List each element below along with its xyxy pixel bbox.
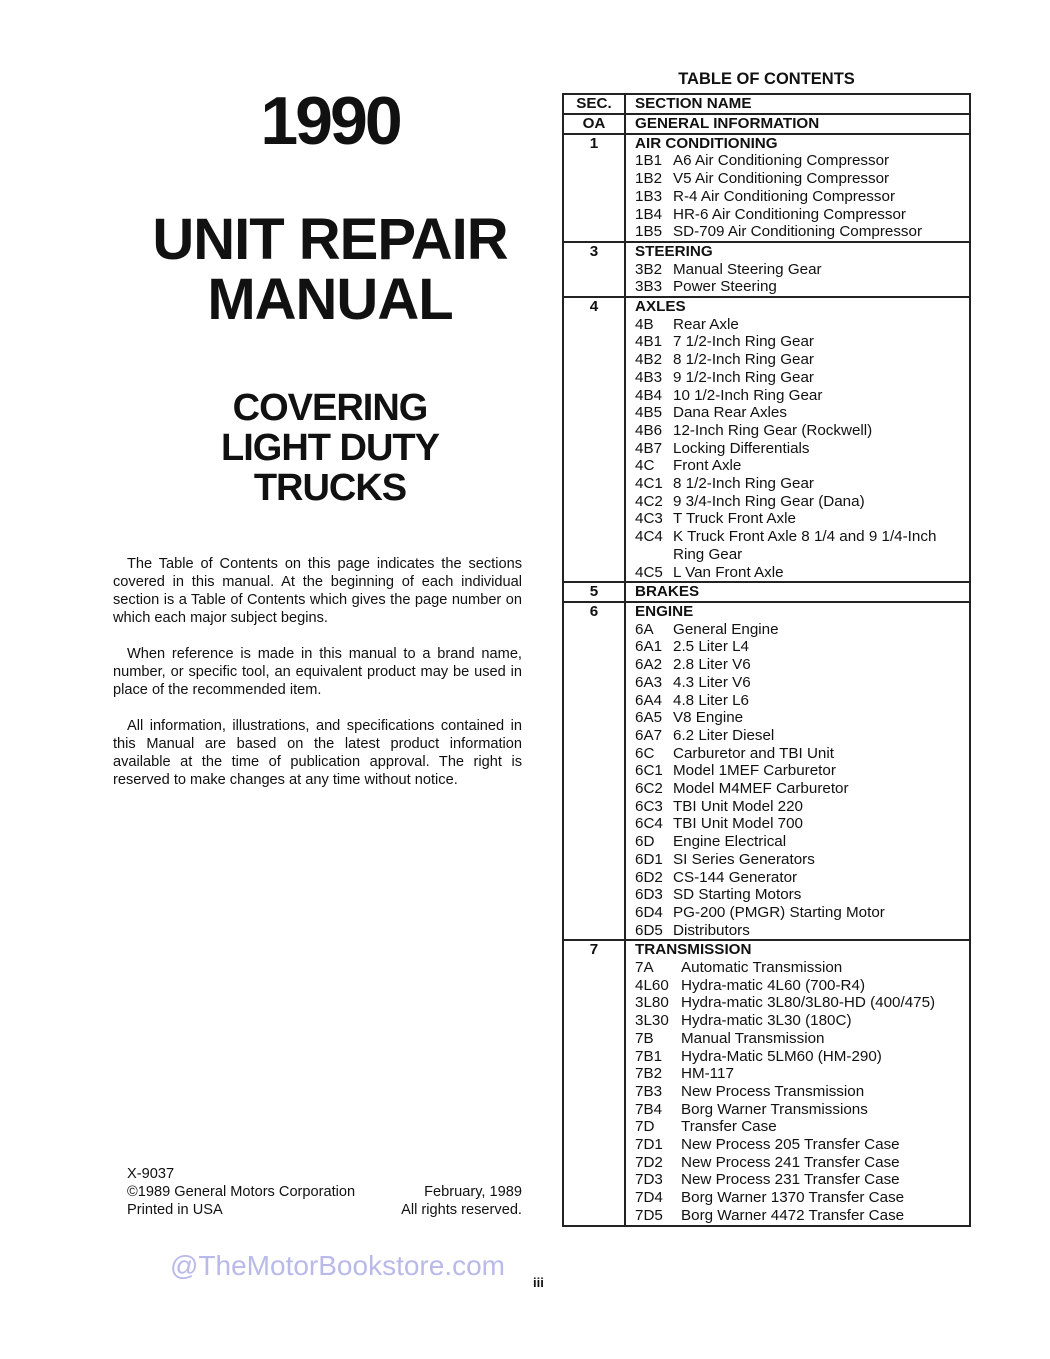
subsection-code: 1B2 [635, 170, 663, 188]
section-name: AIR CONDITIONING [635, 134, 778, 152]
subsection-item [635, 762, 969, 780]
subsection-item [635, 223, 969, 241]
section-number: 4 [563, 297, 625, 582]
subsection-code: 7D3 [635, 1171, 663, 1189]
subsection-item [635, 1171, 969, 1189]
subsection-name: SD-709 Air Conditioning Compressor [673, 223, 923, 241]
section-cell [625, 242, 970, 297]
subsection-name: HR-6 Air Conditioning Compressor [673, 205, 906, 223]
subsection-code: 3B3 [635, 278, 663, 296]
subsection-name: 8 1/2-Inch Ring Gear [673, 475, 814, 493]
subsection-code: 7D2 [635, 1153, 663, 1171]
subsection-item [635, 798, 969, 816]
section-name: TRANSMISSION [635, 941, 752, 959]
subsection-name: 2.5 Liter L4 [673, 638, 749, 656]
section-cell [625, 114, 970, 134]
subsection-item [635, 170, 969, 188]
toc-title: TABLE OF CONTENTS [678, 70, 855, 88]
subsection-name: Hydra-matic 4L60 (700-R4) [681, 976, 866, 994]
watermark: @TheMotorBookstore.com [170, 1250, 505, 1281]
subsection-item [635, 369, 969, 387]
subsection-code: 6A3 [635, 673, 663, 691]
section-cell [625, 297, 970, 582]
pub-date: February, 1989 [424, 1184, 522, 1200]
subsection-name: New Process 241 Transfer Case [681, 1153, 900, 1171]
subsection-item [635, 869, 969, 887]
subsection-name: 7 1/2-Inch Ring Gear [673, 333, 814, 351]
cover-year: 1990 [260, 83, 400, 159]
subsection-code: 7B [635, 1029, 654, 1047]
subsection-item [635, 387, 969, 405]
subsection-code: 6C2 [635, 780, 663, 798]
subsection-code: 4C [635, 457, 655, 475]
subsection-code: 6D4 [635, 903, 663, 921]
subsection-item [635, 674, 969, 692]
subsection-item [635, 745, 969, 763]
subsection-name: New Process 205 Transfer Case [681, 1136, 900, 1154]
subsection-item [635, 351, 969, 369]
subsection-name: Manual Steering Gear [673, 260, 822, 278]
subsection-item [635, 886, 969, 904]
section-cell [625, 602, 970, 940]
subsection-code: 6A2 [635, 656, 663, 674]
subsection-item [635, 1118, 969, 1136]
section-name: GENERAL INFORMATION [635, 115, 820, 132]
subsection-item [635, 780, 969, 798]
subsection-name: 6.2 Liter Diesel [673, 726, 775, 744]
subsection-code: 4C4 [635, 528, 663, 546]
section-number: 1 [563, 134, 625, 242]
subsection-code: 6A [635, 620, 654, 638]
subsection-item [635, 1012, 969, 1030]
title-line: MANUAL [207, 267, 453, 332]
subsection-item [635, 475, 969, 493]
subsection-name: Hydra-Matic 5LM60 (HM-290) [681, 1047, 882, 1065]
subsection-item [635, 188, 969, 206]
subsection-name: SI Series Generators [673, 850, 815, 868]
toc-section-row [563, 582, 970, 602]
subsection-code: 7D1 [635, 1136, 663, 1154]
subsection-code: 6D2 [635, 868, 663, 886]
subsection-name: Power Steering [673, 278, 777, 296]
subsection-name: Engine Electrical [673, 833, 787, 851]
subsection-name: Manual Transmission [681, 1029, 825, 1047]
subsection-name: Borg Warner 4472 Transfer Case [681, 1206, 905, 1224]
subsection-name: L Van Front Axle [673, 563, 784, 581]
subsection-name: Dana Rear Axles [673, 404, 787, 422]
subsection-item [635, 333, 969, 351]
subsection-code: 3L80 [635, 994, 669, 1012]
subsection-name: 12-Inch Ring Gear (Rockwell) [673, 421, 873, 439]
subsection-code: 1B3 [635, 187, 663, 205]
section-number: 5 [563, 582, 625, 602]
subsection-name: 10 1/2-Inch Ring Gear [673, 386, 823, 404]
subsection-item [635, 564, 969, 582]
subsection-item [635, 1083, 969, 1101]
subsection-item [635, 815, 969, 833]
subsection-code: 4B3 [635, 368, 663, 386]
subsection-code: 7A [635, 959, 654, 977]
subsection-item [635, 1065, 969, 1083]
subsection-item [635, 959, 969, 977]
subsection-item [635, 621, 969, 639]
subsection-code: 7B1 [635, 1047, 663, 1065]
subsection-name: R-4 Air Conditioning Compressor [673, 187, 895, 205]
section-name: STEERING [635, 242, 713, 260]
subsection-name: Rear Axle [673, 315, 739, 333]
subtitle-line: LIGHT DUTY [221, 427, 439, 469]
subsection-code: 7B2 [635, 1065, 663, 1083]
subsection-item [635, 656, 969, 674]
subsection-code: 3B2 [635, 260, 663, 278]
subsection-item [635, 922, 969, 940]
subsection-code: 6C3 [635, 797, 663, 815]
rights: All rights reserved. [401, 1202, 522, 1218]
subsection-code: 1B4 [635, 205, 663, 223]
subsection-name: K Truck Front Axle 8 1/4 and 9 1/4-Inch Ring Gear [673, 528, 937, 563]
toc-section-row [563, 134, 970, 242]
subsection-name: 9 1/2-Inch Ring Gear [673, 368, 814, 386]
subsection-name: T Truck Front Axle [673, 510, 796, 528]
subsection-name: PG-200 (PMGR) Starting Motor [673, 903, 885, 921]
subsection-name: V8 Engine [673, 709, 744, 727]
subsection-item [635, 638, 969, 656]
subsection-item [635, 833, 969, 851]
subsection-name: SD Starting Motors [673, 886, 802, 904]
subsection-item [635, 977, 969, 995]
subsection-code: 4L60 [635, 976, 669, 994]
subsection-name: Carburetor and TBI Unit [673, 744, 834, 762]
copyright: ©1989 General Motors Corporation [127, 1184, 356, 1200]
subsection-item [635, 851, 969, 869]
subsection-item [635, 1048, 969, 1066]
paragraph: The Table of Contents on this page indicates the sections covered in this manual. At the beginning of each individual section is a Table of Contents which gives the page number on which each major subject begins. [113, 556, 522, 626]
section-cell [625, 134, 970, 242]
subsection-code: 7D4 [635, 1189, 663, 1207]
subsection-item [635, 422, 969, 440]
subsection-name: 2.8 Liter V6 [673, 656, 751, 674]
subsection-item [635, 1030, 969, 1048]
subsection-code: 6C [635, 744, 655, 762]
section-name: ENGINE [635, 602, 694, 620]
section-number: 3 [563, 242, 625, 297]
subsection-code: 4B7 [635, 439, 663, 457]
intro-text [113, 555, 522, 807]
subsection-code: 7D5 [635, 1206, 663, 1224]
subsection-item [635, 727, 969, 745]
title-line: UNIT REPAIR [152, 207, 508, 272]
subtitle-line: TRUCKS [253, 467, 407, 509]
subsection-code: 4B [635, 315, 654, 333]
col-name-header: SECTION NAME [625, 94, 970, 114]
subsection-name: Transfer Case [681, 1118, 777, 1136]
subsection-code: 6C1 [635, 762, 663, 780]
subsection-item [635, 316, 969, 334]
cover-subtitle [110, 388, 550, 508]
toc-section-row [563, 940, 970, 1225]
subtitle-line: COVERING [232, 387, 428, 429]
toc-section-row [563, 114, 970, 134]
subsection-code: 4C5 [635, 563, 663, 581]
subsection-item [635, 152, 969, 170]
section-name: BRAKES [635, 583, 700, 601]
subsection-name: 9 3/4-Inch Ring Gear (Dana) [673, 492, 865, 510]
subsection-item [635, 1101, 969, 1119]
subsection-item [635, 457, 969, 475]
subsection-code: 1B5 [635, 223, 663, 241]
subsection-name: Locking Differentials [673, 439, 810, 457]
subsection-name: 4.3 Liter V6 [673, 673, 751, 691]
subsection-code: 1B1 [635, 152, 663, 170]
subsection-name: Model 1MEF Carburetor [673, 762, 836, 780]
subsection-name: Hydra-matic 3L80/3L80-HD (400/475) [681, 994, 936, 1012]
subsection-item [635, 404, 969, 422]
subsection-code: 7D [635, 1118, 655, 1136]
subsection-name: A6 Air Conditioning Compressor [673, 152, 890, 170]
subsection-code: 4B5 [635, 404, 663, 422]
subsection-item [635, 528, 969, 563]
section-cell [625, 940, 970, 1225]
subsection-item [635, 1207, 969, 1225]
paragraph: When reference is made in this manual to a brand name, number, or specific tool, an equivalent product may be used in place of the recommended item. [113, 646, 522, 698]
subsection-item [635, 510, 969, 528]
publication-footer [127, 1165, 522, 1219]
subsection-name: CS-144 Generator [673, 868, 798, 886]
section-number: 6 [563, 602, 625, 940]
section-name: AXLES [635, 298, 686, 316]
section-number: OA [563, 114, 625, 134]
subsection-name: TBI Unit Model 220 [673, 797, 803, 815]
subsection-name: Borg Warner 1370 Transfer Case [681, 1189, 905, 1207]
subsection-name: New Process Transmission [681, 1082, 865, 1100]
subsection-item [635, 692, 969, 710]
subsection-name: New Process 231 Transfer Case [681, 1171, 900, 1189]
subsection-code: 4C1 [635, 475, 663, 493]
subsection-code: 6D [635, 833, 655, 851]
subsection-code: 7B4 [635, 1100, 663, 1118]
subsection-name: Borg Warner Transmissions [681, 1100, 868, 1118]
col-sec-header: SEC. [563, 94, 625, 114]
toc-header-row [563, 94, 970, 114]
toc-section-row [563, 602, 970, 940]
toc-table [562, 93, 971, 1227]
subsection-code: 4B4 [635, 386, 663, 404]
subsection-name: General Engine [673, 620, 779, 638]
subsection-code: 6D3 [635, 886, 663, 904]
subsection-item [635, 904, 969, 922]
subsection-name: Model M4MEF Carburetor [673, 780, 849, 798]
section-number: 7 [563, 940, 625, 1225]
subsection-name: 8 1/2-Inch Ring Gear [673, 351, 814, 369]
subsection-code: 6D1 [635, 850, 663, 868]
subsection-code: 3L30 [635, 1012, 669, 1030]
subsection-name: Distributors [673, 921, 750, 939]
subsection-code: 6A1 [635, 638, 663, 656]
toc-section-row [563, 242, 970, 297]
subsection-code: 4C2 [635, 492, 663, 510]
subsection-code: 6D5 [635, 921, 663, 939]
subsection-item [635, 709, 969, 727]
subsection-item [635, 1154, 969, 1172]
subsection-name: Automatic Transmission [681, 959, 843, 977]
subsection-item [635, 278, 969, 296]
subsection-item [635, 1189, 969, 1207]
subsection-code: 6A4 [635, 691, 663, 709]
subsection-item [635, 1136, 969, 1154]
toc-section-row [563, 297, 970, 582]
subsection-name: Front Axle [673, 457, 742, 475]
subsection-item [635, 261, 969, 279]
subsection-code: 6C4 [635, 815, 663, 833]
subsection-code: 4C3 [635, 510, 663, 528]
subsection-item [635, 994, 969, 1012]
section-cell [625, 582, 970, 602]
subsection-code: 4B1 [635, 333, 663, 351]
paragraph: All information, illustrations, and specifications contained in this Manual are based on the latest product information available at the time of publication approval. The right is reserved to make changes at any time without notice. [113, 718, 522, 788]
subsection-item [635, 493, 969, 511]
subsection-name: 4.8 Liter L6 [673, 691, 749, 709]
page-number: iii [533, 1275, 544, 1290]
subsection-name: Hydra-matic 3L30 (180C) [681, 1012, 852, 1030]
pub-number: X-9037 [127, 1166, 175, 1182]
subsection-code: 6A7 [635, 726, 663, 744]
cover-title [110, 207, 550, 332]
subsection-name: TBI Unit Model 700 [673, 815, 803, 833]
printed-in: Printed in USA [127, 1202, 223, 1218]
subsection-code: 6A5 [635, 709, 663, 727]
subsection-name: HM-117 [681, 1065, 734, 1083]
subsection-code: 7B3 [635, 1082, 663, 1100]
subsection-item [635, 206, 969, 224]
subsection-code: 4B2 [635, 351, 663, 369]
subsection-code: 4B6 [635, 421, 663, 439]
subsection-name: V5 Air Conditioning Compressor [673, 170, 890, 188]
subsection-item [635, 440, 969, 458]
